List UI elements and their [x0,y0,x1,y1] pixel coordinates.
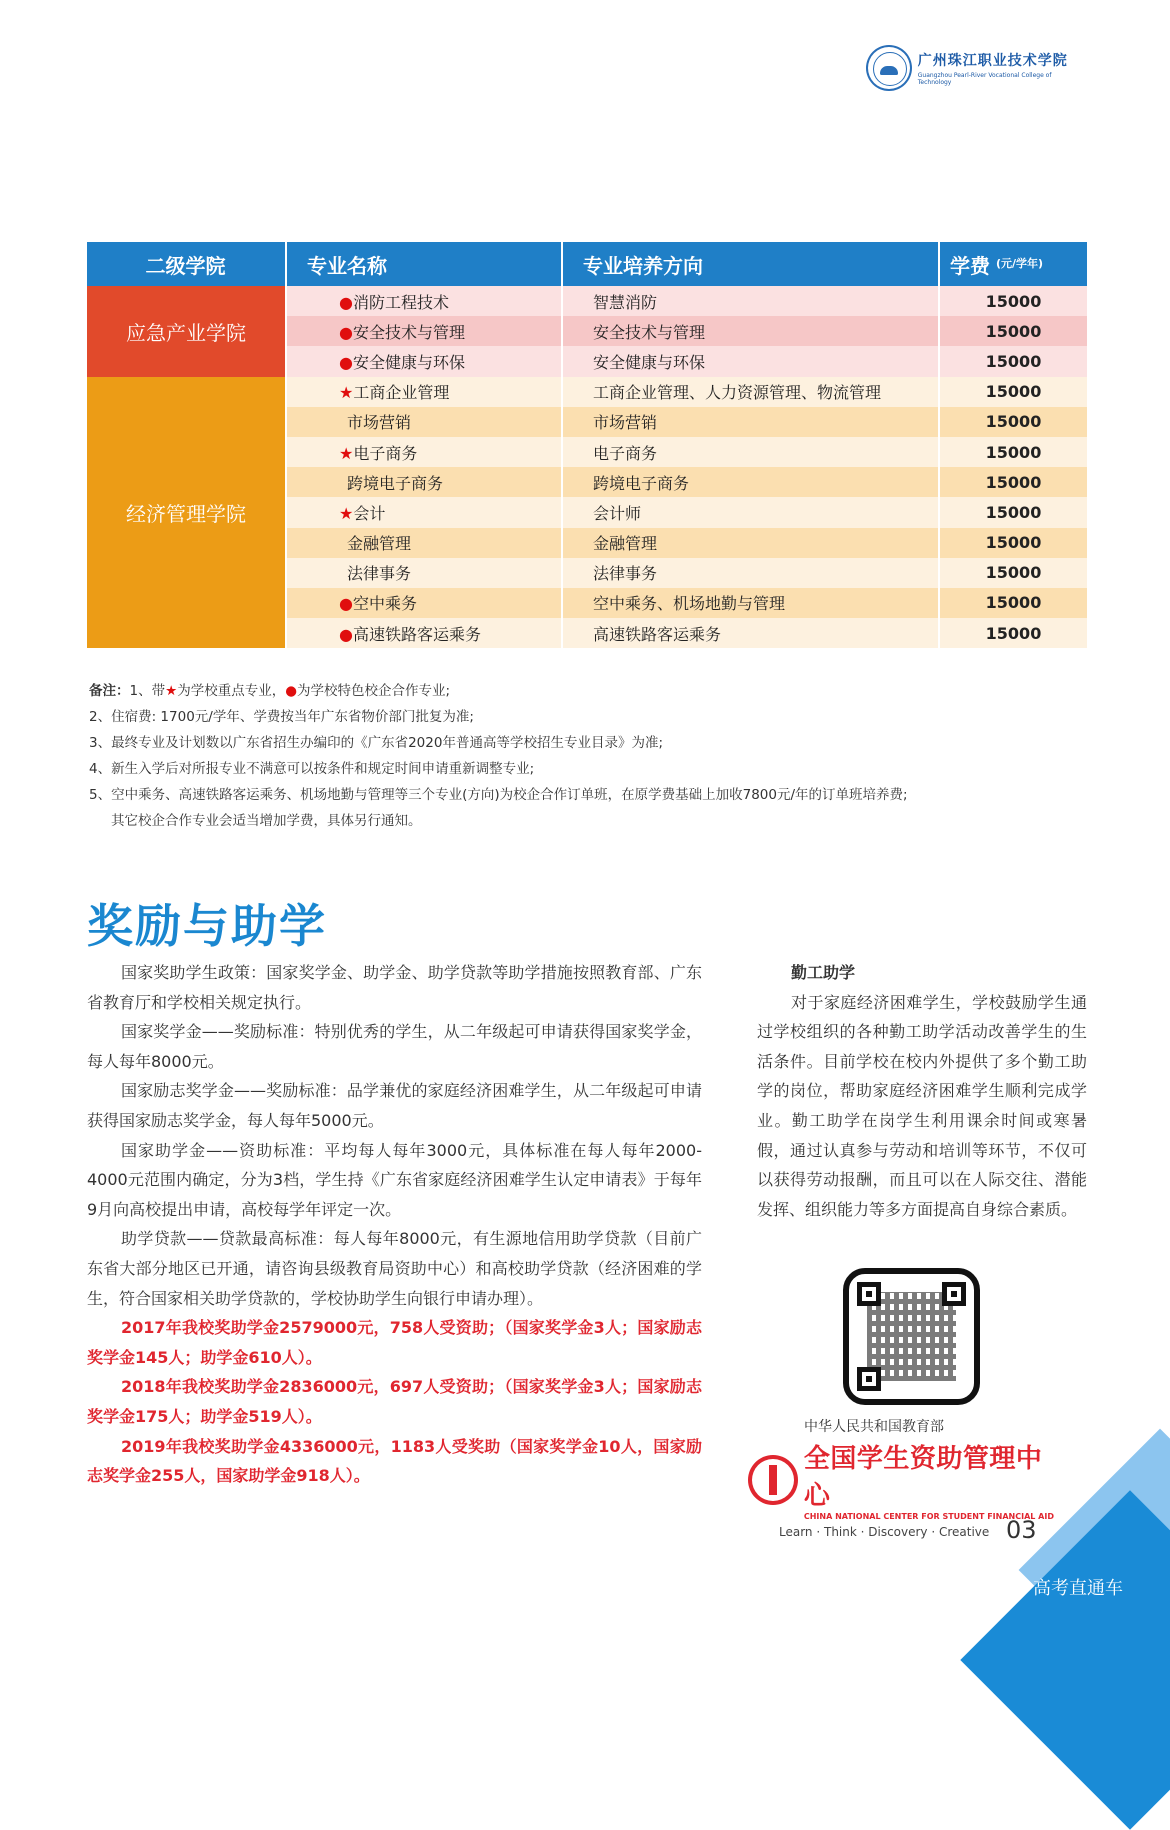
page-number: 03 [1006,1516,1037,1544]
major-name: 空中乘务 [352,594,417,614]
direction-cell: 金融管理 [562,528,939,558]
major-name: 高速铁路客运乘务 [352,624,481,644]
header-college: 二级学院 [87,242,286,286]
school-name-cn: 广州珠江职业技术学院 [917,53,1068,69]
major-cell [286,588,562,618]
work-study-section [757,958,1087,1224]
circle-marker-icon: ● [339,322,353,342]
major-name: 跨境电子商务 [347,473,444,493]
major-cell [286,377,562,407]
highlight-2018: 2018年我校奖助学金2836000元，697人受资助；（国家奖学金3人；国家励志奖学金175人；助学金519人）。 [87,1377,702,1426]
fee-cell: 15000 [939,346,1087,376]
major-cell [286,346,562,376]
table-row [87,286,1087,316]
fee-cell: 15000 [939,407,1087,437]
ministry-name: 中华人民共和国教育部 [804,1419,944,1435]
fee-cell: 15000 [939,588,1087,618]
watermark: 高考直通车 [1033,1578,1123,1599]
fee-cell: 15000 [939,286,1087,316]
direction-cell: 电子商务 [562,437,939,467]
work-study-title: 勤工助学 [791,963,856,982]
fee-cell: 15000 [939,467,1087,497]
major-cell [286,558,562,588]
major-cell [286,618,562,648]
cnsfa-logo [748,1416,1068,1521]
aid-policy-text [87,958,702,1491]
major-cell [286,497,562,527]
direction-cell: 工商企业管理、人力资源管理、物流管理 [562,377,939,407]
school-name-en: Guangzhou Pearl-River Vocational College of Technology [917,72,1052,86]
star-marker-icon: ★ [339,443,354,463]
major-cell [286,407,562,437]
paragraph: 国家奖助学生政策：国家奖学金、助学金、助学贷款等助学措施按照教育部、广东省教育厅和学校相关规定执行。 [87,963,702,1012]
circle-marker-icon: ● [339,624,353,644]
fee-cell: 15000 [939,377,1087,407]
circle-marker-icon: ● [339,594,353,614]
note-5: 5、空中乘务、高速铁路客运乘务、机场地勤与管理等三个专业(方向)为校企合作订单班，在原学费基础上加收7800元/年的订单班培养费; [89,787,908,803]
cnsfa-name-en: CHINA NATIONAL CENTER FOR STUDENT FINANCIAL AID [803,1512,1054,1521]
major-name: 工商企业管理 [353,383,450,403]
paragraph: 国家励志奖学金——奖励标准：品学兼优的家庭经济困难学生，从二年级起可申请获得国家励志奖学金，每人每年5000元。 [87,1081,702,1130]
major-name: 安全技术与管理 [352,322,465,342]
school-seal-icon [866,45,912,91]
table-row [87,377,1087,407]
major-name: 会计 [353,503,386,523]
star-marker-icon: ★ [339,503,354,523]
direction-cell: 市场营销 [562,407,939,437]
note-5-continued: 其它校企合作专业会适当增加学费，具体另行通知。 [111,813,422,829]
direction-cell: 高速铁路客运乘务 [562,618,939,648]
circle-marker-icon: ● [339,292,353,312]
fee-cell: 15000 [939,437,1087,467]
fee-cell: 15000 [939,316,1087,346]
header-fee: 学费 $^{(元/学年)}$ [939,242,1087,286]
fee-cell: 15000 [939,497,1087,527]
school-logo [866,44,1086,92]
major-cell [286,467,562,497]
major-fee-table [87,242,1087,648]
college-cell: 应急产业学院 [87,286,286,377]
college-cell: 经济管理学院 [87,377,286,649]
section-title: 奖励与助学 [87,899,327,953]
major-name: 电子商务 [353,443,418,463]
direction-cell: 安全技术与管理 [562,316,939,346]
star-marker-icon: ★ [165,683,178,699]
fee-cell: 15000 [939,618,1087,648]
major-cell [286,528,562,558]
highlight-2017: 2017年我校奖助学金2579000元，758人受资助；（国家奖学金3人；国家励志奖学金145人；助学金610人）。 [87,1318,702,1367]
major-name: 法律事务 [347,564,412,584]
direction-cell: 空中乘务、机场地勤与管理 [562,588,939,618]
circle-marker-icon: ● [285,683,297,699]
table-header-row [87,242,1087,286]
direction-cell: 跨境电子商务 [562,467,939,497]
circle-marker-icon: ● [339,352,353,372]
highlight-2019: 2019年我校奖助学金4336000元，1183人受奖助（国家奖学金10人，国家励志奖学金255人，国家助学金918人）。 [87,1436,702,1486]
major-cell [286,286,562,316]
fee-cell: 15000 [939,528,1087,558]
fee-cell: 15000 [939,558,1087,588]
major-name: 消防工程技术 [352,292,449,312]
major-name: 金融管理 [347,534,412,554]
direction-cell: 法律事务 [562,558,939,588]
major-name: 市场营销 [347,413,412,433]
star-marker-icon: ★ [339,383,354,403]
cnsfa-emblem-icon [748,1455,798,1505]
note-3: 3、最终专业及计划数以广东省招生办编印的《广东省2020年普通高等学校招生专业目录》为准; [89,735,663,751]
note-4: 4、新生入学后对所报专业不满意可以按条件和规定时间申请重新调整专业; [89,761,535,777]
note-1: 备注：1、带★为学校重点专业，●为学校特色校企合作专业; [89,683,451,699]
direction-cell: 安全健康与环保 [562,346,939,376]
notes [89,678,1089,834]
header-major: 专业名称 [286,242,562,286]
work-study-text: 对于家庭经济困难学生，学校鼓励学生通过学校组织的各种勤工助学活动改善学生的生活条件。目前学校在校内外提供了多个勤工助学的岗位，帮助家庭经济困难学生顺利完成学业。勤工助学在岗学生利用课余时间或寒暑假，通过认真参与劳动和培训等环节，不仅可以获得劳动报酬，而且可以在人际交往、潜能发挥、组织能力等多方面提高自身综合素质。 [757,992,1087,1219]
footer-tagline: Learn · Think · Discovery · Creative [779,1525,990,1539]
direction-cell: 智慧消防 [562,286,939,316]
paragraph: 国家奖学金——奖励标准：特别优秀的学生，从二年级起可申请获得国家奖学金，每人每年8000元。 [87,1022,702,1071]
header-direction: 专业培养方向 [562,242,939,286]
qr-code-icon [843,1268,980,1405]
direction-cell: 会计师 [562,497,939,527]
note-2: 2、住宿费: 1700元/学年、学费按当年广东省物价部门批复为准; [89,709,474,725]
cnsfa-name-cn: 全国学生资助管理中心 [803,1444,1043,1511]
major-cell [286,437,562,467]
paragraph: 国家助学金——资助标准：平均每人每年3000元，具体标准在每人每年2000-4000元范围内确定，分为3档，学生持《广东省家庭经济困难学生认定申请表》于每年9月向高校提出申请，高校每学年评定一次。 [87,1140,702,1219]
major-name: 安全健康与环保 [352,352,465,372]
major-cell [286,316,562,346]
paragraph: 助学贷款——贷款最高标准：每人每年8000元，有生源地信用助学贷款（目前广东省大部分地区已开通，请咨询县级教育局资助中心）和高校助学贷款（经济困难的学生，符合国家相关助学贷款的，学校协助学生向银行申请办理）。 [87,1229,702,1308]
